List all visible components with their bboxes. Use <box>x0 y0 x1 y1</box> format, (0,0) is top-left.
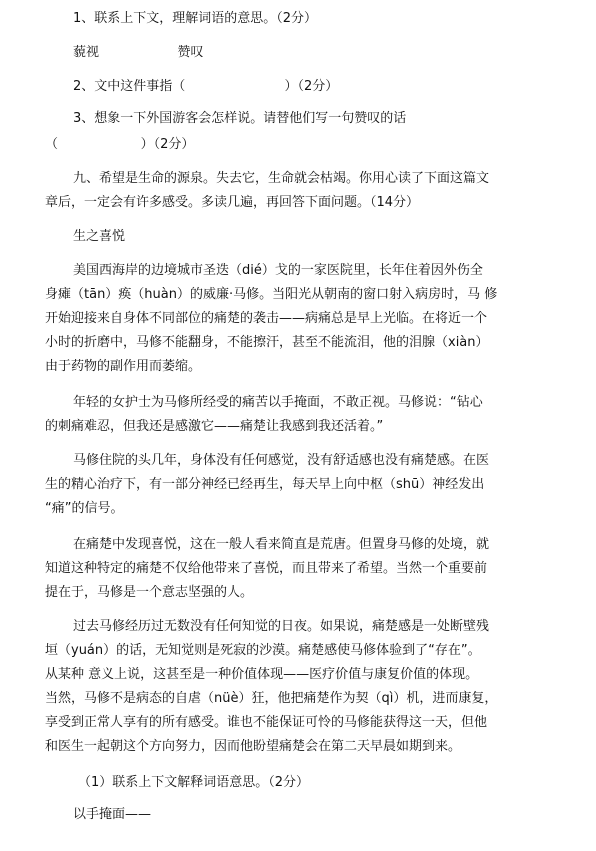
question-1: 1、联系上下文，理解词语的意思。（2分） <box>73 11 318 26</box>
question-3: 3、想象一下外国游客会怎样说。请替他们写一句赞叹的话 <box>73 111 407 126</box>
passage-line: 和医生一起朝这个方向努力，因而他盼望痛楚会在第二天早晨如期到来。 <box>45 739 462 754</box>
vocab-answer-line: 以手掩面—— <box>73 807 152 822</box>
passage-line: 开始迎接来自身体不同部位的痛楚的袭击——病痛总是早上光临。在将近一个 <box>45 311 488 326</box>
passage-line: 马修住院的头几年，身体没有任何感觉，没有舒适感也没有痛楚感。在医 <box>73 453 490 468</box>
passage-line: 提在于，马修是一个意志坚强的人。 <box>45 585 254 600</box>
passage-line: 生的精心治疗下，有一部分神经已经再生，每天早上向中枢（shū）神经发出 <box>45 477 485 492</box>
passage-line: 享受到正常人享有的所有感受。谁也不能保证可怜的马修能获得这一天，但他 <box>45 715 488 730</box>
passage-line: 身瘫（tān）痪（huàn）的威廉·马修。当阳光从朝南的窗口射入病房时，马 修 <box>45 287 498 302</box>
passage-line: 由于药物的副作用而萎缩。 <box>45 359 202 374</box>
question-3-blank: （ ）（2分） <box>45 137 195 152</box>
passage-title: 生之喜悦 <box>73 229 126 244</box>
vocab-words: 藐视 赞叹 <box>73 45 204 60</box>
sub-question-1: （1）联系上下文解释词语意思。（2分） <box>78 775 310 790</box>
passage-line: 在痛楚中发现喜悦，这在一般人看来简直是荒唐。但置身马修的处境，就 <box>73 537 490 552</box>
question-2: 2、文中这件事指（ ）（2分） <box>73 79 339 94</box>
passage-line: 过去马修经历过无数没有任何知觉的日夜。如果说，痛楚感是一处断壁残 <box>73 619 490 634</box>
passage-line: 的刺痛难忍，但我还是感激它——痛楚让我感到我还活着。” <box>45 419 384 434</box>
passage-line: 知道这种特定的痛楚不仅给他带来了喜悦，而且带来了希望。当然一个重要前 <box>45 561 488 576</box>
passage-line: 小时的折磨中，马修不能翻身，不能擦汗，甚至不能流泪，他的泪腺（xiàn） <box>45 335 489 350</box>
passage-line: “痛”的信号。 <box>45 501 124 516</box>
section-9-intro-2: 章后，一定会有许多感受。多读几遍，再回答下面问题。（14分） <box>45 195 420 210</box>
section-9-intro: 九、希望是生命的源泉。失去它，生命就会枯竭。你用心读了下面这篇文 <box>73 171 490 186</box>
passage-line: 当然，马修不是病态的自虐（nüè）狂，他把痛楚作为契（qì）机，进而康复， <box>45 691 498 706</box>
passage-line: 年轻的女护士为马修所经受的痛苦以手掩面，不敢正视。马修说：“钻心 <box>73 395 483 410</box>
passage-line: 美国西海岸的边境城市圣迭（dié）戈的一家医院里，长年住着因外伤全 <box>73 263 483 278</box>
passage-line: 从某种 意义上说，这甚至是一种价值体现——医疗价值与康复价值的体现。 <box>45 667 479 682</box>
passage-line: 垣（yuán）的话，无知觉则是死寂的沙漠。痛楚感使马修体验到了“存在”。 <box>45 643 481 658</box>
